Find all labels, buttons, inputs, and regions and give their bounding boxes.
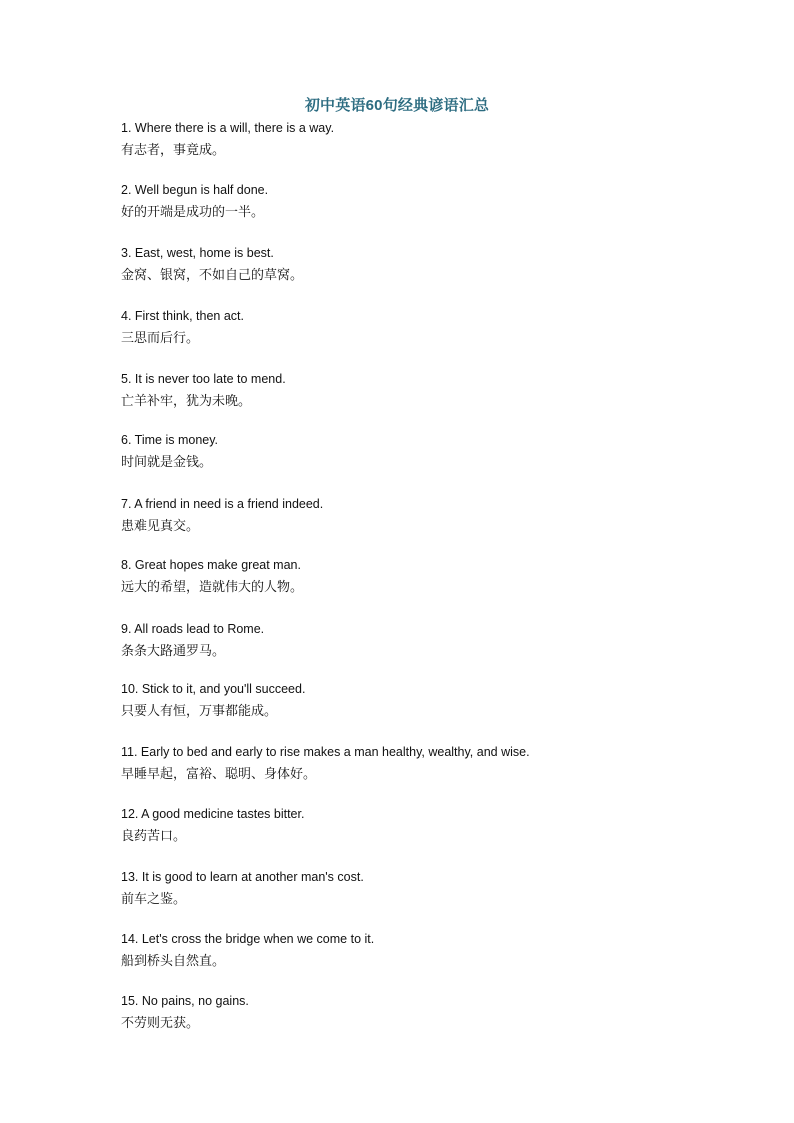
- proverb-item: [121, 930, 721, 970]
- proverb-chinese: 患难见真交。: [121, 518, 200, 533]
- proverb-item: [121, 495, 721, 535]
- proverb-english: 5. It is never too late to mend.: [121, 372, 286, 386]
- proverb-item: [121, 556, 721, 596]
- proverb-item: [121, 307, 721, 347]
- proverb-english: 15. No pains, no gains.: [121, 994, 249, 1008]
- proverb-chinese: 有志者，事竟成。: [121, 142, 226, 157]
- proverb-english: 9. All roads lead to Rome.: [121, 622, 265, 636]
- proverb-chinese: 良药苦口。: [121, 828, 187, 843]
- proverb-chinese: 不劳则无获。: [121, 1015, 200, 1030]
- proverb-item: [121, 431, 721, 471]
- proverb-english: 12. A good medicine tastes bitter.: [121, 807, 305, 821]
- proverb-item: [121, 119, 721, 159]
- proverb-chinese: 金窝、银窝，不如自己的草窝。: [121, 267, 304, 282]
- proverb-item: [121, 992, 721, 1032]
- proverb-chinese: 远大的希望，造就伟大的人物。: [121, 579, 304, 594]
- proverb-english: 4. First think, then act.: [121, 309, 244, 323]
- proverb-chinese: 亡羊补牢，犹为未晚。: [121, 393, 252, 408]
- proverb-item: [121, 370, 721, 410]
- proverb-item: [121, 743, 721, 783]
- proverb-chinese: 好的开端是成功的一半。: [121, 204, 265, 219]
- proverb-item: [121, 620, 721, 660]
- proverb-chinese: 船到桥头自然直。: [121, 953, 226, 968]
- proverb-chinese: 时间就是金钱。: [121, 454, 213, 469]
- proverb-item: [121, 805, 721, 845]
- proverb-item: [121, 244, 721, 284]
- proverb-english: 11. Early to bed and early to rise makes a man healthy, wealthy, and wise.: [121, 745, 530, 759]
- proverb-english: 6. Time is money.: [121, 433, 219, 447]
- proverb-chinese: 前车之鉴。: [121, 891, 187, 906]
- proverb-item: [121, 181, 721, 221]
- proverb-chinese: 三思而后行。: [121, 330, 200, 345]
- proverb-english: 2. Well begun is half done.: [121, 183, 269, 197]
- page-title: 初中英语60句经典谚语汇总: [304, 97, 490, 114]
- proverb-english: 7. A friend in need is a friend indeed.: [121, 497, 324, 511]
- proverb-item: [121, 868, 721, 908]
- proverb-item: [121, 680, 721, 720]
- proverb-english: 3. East, west, home is best.: [121, 246, 274, 260]
- proverb-chinese: 只要人有恒，万事都能成。: [121, 703, 278, 718]
- proverb-english: 10. Stick to it, and you'll succeed.: [121, 682, 306, 696]
- proverb-english: 13. It is good to learn at another man's cost.: [121, 870, 364, 884]
- proverb-chinese: 条条大路通罗马。: [121, 643, 226, 658]
- proverb-chinese: 早睡早起，富裕、聪明、身体好。: [121, 766, 317, 781]
- proverb-english: 8. Great hopes make great man.: [121, 558, 301, 572]
- proverb-english: 1. Where there is a will, there is a way.: [121, 121, 335, 135]
- proverb-english: 14. Let's cross the bridge when we come to it.: [121, 932, 375, 946]
